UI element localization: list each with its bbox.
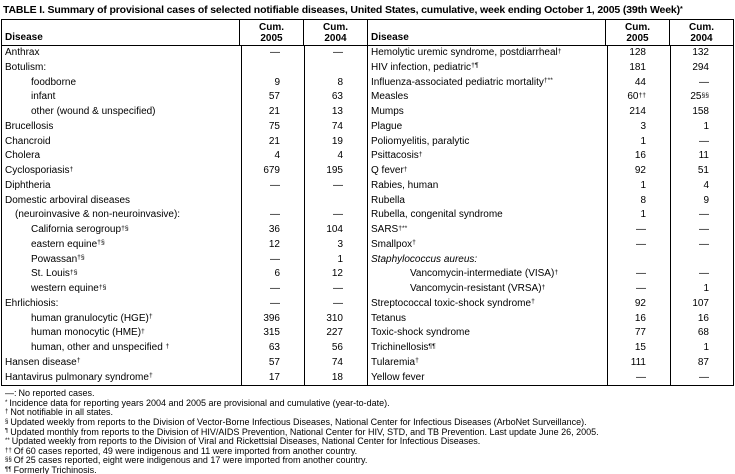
year-label-2005: 2005 — [260, 33, 283, 44]
cum-2004-value: 11 — [670, 149, 733, 164]
disease-name: human granulocytic (HGE)† — [31, 312, 153, 324]
table-left-half — [2, 20, 367, 385]
cum-2004-value: 107 — [670, 297, 733, 312]
table-row — [2, 61, 367, 76]
column-header-cum-2004 — [303, 20, 367, 45]
cum-2004-value: — — [304, 282, 367, 297]
cum-2004-value: — — [670, 76, 733, 91]
cum-2005-value: 75 — [241, 120, 304, 135]
disease-name: infant — [31, 91, 56, 103]
disease-name: Trichinellosis¶¶ — [371, 342, 436, 353]
cum-2004-value: — — [670, 238, 733, 253]
footnote-marker: * — [5, 398, 8, 406]
disease-name: Powassan†§ — [31, 253, 85, 265]
disease-name: Hansen disease† — [5, 356, 81, 368]
cum-2004-value: 8 — [304, 76, 367, 91]
footnote-text: Not notifiable in all states. — [10, 408, 113, 418]
cum-label: Cum. — [323, 22, 348, 33]
cum-2005-value: 1 — [607, 208, 670, 223]
disease-name: human monocytic (HME)† — [31, 327, 145, 339]
footnote-text: Of 60 cases reported, 49 were indigenous and 11 were imported from another country. — [13, 446, 358, 456]
disease-name: Q fever† — [371, 165, 408, 176]
cum-2005-value: — — [241, 46, 304, 61]
cum-2004-value: — — [304, 208, 367, 223]
footnote-text: Formerly Trichinosis. — [13, 466, 97, 474]
disease-name: Vancomycin-intermediate (VISA)† — [410, 268, 559, 280]
table-row — [368, 90, 733, 105]
table-row — [368, 208, 733, 223]
footnote-text: No reported cases. — [18, 389, 95, 399]
cum-2004-value: 74 — [304, 120, 367, 135]
disease-name: Diphtheria — [5, 179, 51, 191]
table-row — [368, 149, 733, 164]
table-row — [368, 371, 733, 386]
footnote-text: Of 25 cases reported, eight were indigenous and 17 were imported from another country. — [13, 456, 368, 466]
disease-name: Mumps — [371, 106, 404, 117]
cum-2005-value: 36 — [241, 223, 304, 238]
table-body-right — [368, 46, 733, 385]
column-header-disease: Disease — [371, 32, 409, 43]
table-row — [2, 120, 367, 135]
table-title: TABLE I. Summary of provisional cases of selected notifiable diseases, United States, cumulative, week ending October 1, 2005 (39th Week)* — [3, 4, 683, 16]
cum-2004-value: — — [670, 223, 733, 238]
table-row — [2, 253, 367, 268]
table-header-right — [368, 20, 733, 46]
disease-name: (neuroinvasive & non-neuroinvasive): — [15, 209, 181, 221]
disease-name: western equine†§ — [31, 283, 107, 294]
disease-name: Hantavirus pulmonary syndrome† — [5, 371, 153, 383]
table-row — [2, 267, 367, 282]
cum-2004-value: 25§§ — [670, 90, 733, 105]
table-row — [368, 267, 733, 282]
year-label-2004: 2004 — [324, 33, 347, 44]
cum-2004-value — [670, 253, 733, 268]
cum-2005-value: 6 — [241, 267, 304, 282]
cum-2005-value: 16 — [607, 149, 670, 164]
disease-name: Rubella, congenital syndrome — [371, 209, 503, 221]
disease-name: HIV infection, pediatric†¶ — [371, 61, 479, 73]
cum-2005-value: 4 — [241, 149, 304, 164]
cum-2004-value: 63 — [304, 90, 367, 105]
table-row — [368, 194, 733, 209]
disease-name: Cholera — [5, 150, 41, 162]
cum-2005-value: 92 — [607, 164, 670, 179]
cum-2004-value: 87 — [670, 356, 733, 371]
disease-name: Psittacosis† — [371, 150, 423, 162]
cum-2005-value: 17 — [241, 371, 304, 386]
cum-2004-value: 4 — [304, 149, 367, 164]
footnote-marker: § — [5, 418, 9, 425]
cum-2005-value: — — [241, 282, 304, 297]
table-row — [368, 312, 733, 327]
table-row — [2, 194, 367, 209]
table-row — [2, 312, 367, 327]
disease-name: Toxic-shock syndrome — [371, 327, 470, 339]
disease-name: Botulism: — [5, 61, 47, 73]
footnote-text: Updated weekly from reports to the Division of Vector-Borne Infectious Diseases, National Center for Infectious Diseases (ArboNet Surveillance). — [10, 418, 587, 428]
footnote — [5, 447, 734, 457]
cum-2004-value: 9 — [670, 194, 733, 209]
cum-2005-value: 181 — [607, 61, 670, 76]
disease-name: Smallpox† — [371, 238, 416, 250]
cum-label: Cum. — [259, 22, 284, 33]
cum-2005-value: 9 — [241, 76, 304, 91]
cum-2004-value: 68 — [670, 326, 733, 341]
table-row — [2, 326, 367, 341]
footnote — [5, 389, 734, 399]
table-row — [368, 76, 733, 91]
disease-name: Rubella — [371, 194, 405, 206]
table-row — [2, 105, 367, 120]
footnote-text: Updated monthly from reports to the Division of HIV/AIDS Prevention, National Center for HIV, STD, and TB Prevention. Last update June 26, 2005. — [10, 427, 599, 437]
year-label-2005: 2005 — [626, 33, 649, 44]
disease-name: Domestic arboviral diseases — [5, 194, 131, 206]
cum-2004-value: 310 — [304, 312, 367, 327]
cum-2004-value: 4 — [670, 179, 733, 194]
cum-2005-value: 92 — [607, 297, 670, 312]
footnote — [5, 456, 734, 466]
table-row — [2, 90, 367, 105]
disease-name: Rabies, human — [371, 179, 439, 191]
footnote-text: Updated weekly from reports to the Division of Viral and Rickettsial Diseases, National Center for Infectious Diseases. — [11, 437, 481, 447]
table-row — [368, 356, 733, 371]
disease-name: Chancroid — [5, 135, 51, 147]
cum-2005-value: 60†† — [607, 90, 670, 105]
notifiable-diseases-table — [1, 19, 734, 386]
disease-name: eastern equine†§ — [31, 238, 105, 250]
cum-2005-value: — — [607, 282, 670, 297]
footnote-text: Incidence data for reporting years 2004 and 2005 are provisional and cumulative (year-to-date). — [9, 398, 390, 408]
cum-2005-value: — — [241, 179, 304, 194]
table-row — [2, 149, 367, 164]
cum-2005-value: 396 — [241, 312, 304, 327]
table-row — [2, 238, 367, 253]
disease-name: St. Louis†§ — [31, 268, 78, 280]
table-row — [368, 326, 733, 341]
cum-2004-value: 1 — [670, 282, 733, 297]
disease-name: SARS†** — [371, 224, 408, 235]
table-row — [368, 135, 733, 150]
column-header-disease: Disease — [5, 32, 43, 43]
cum-2004-value: 1 — [304, 253, 367, 268]
footnote-marker: §§ — [5, 456, 12, 464]
cum-2005-value: 111 — [607, 356, 670, 371]
cum-2004-value: — — [670, 267, 733, 282]
table-row — [368, 179, 733, 194]
footnote-marker: ¶¶ — [5, 466, 12, 473]
disease-name: Ehrlichiosis: — [5, 297, 59, 309]
cum-2005-value: 12 — [241, 238, 304, 253]
cum-2004-value: 16 — [670, 312, 733, 327]
footnote — [5, 399, 734, 409]
column-header-cum-2005 — [605, 20, 669, 45]
cum-2005-value — [241, 194, 304, 209]
cum-2004-value: — — [670, 371, 733, 386]
cum-2005-value: — — [607, 371, 670, 386]
cum-2004-value: 56 — [304, 341, 367, 356]
cum-2004-value: 51 — [670, 164, 733, 179]
cum-2004-value: 13 — [304, 105, 367, 120]
cum-2005-value: 15 — [607, 341, 670, 356]
cum-2004-value: 12 — [304, 267, 367, 282]
disease-name: California serogroup†§ — [31, 224, 129, 235]
cum-2004-value — [304, 194, 367, 209]
table-row — [368, 253, 733, 268]
cum-2005-value — [241, 61, 304, 76]
table-row — [2, 297, 367, 312]
disease-name: other (wound & unspecified) — [31, 106, 156, 117]
cum-2004-value: 132 — [670, 46, 733, 61]
cum-2005-value: — — [241, 297, 304, 312]
cum-2005-value: 57 — [241, 356, 304, 371]
cum-label: Cum. — [689, 22, 714, 33]
disease-name: Tetanus — [371, 312, 407, 324]
footnote-marker: ** — [5, 437, 10, 445]
cum-2005-value: 16 — [607, 312, 670, 327]
cum-2005-value: 128 — [607, 46, 670, 61]
table-row — [368, 238, 733, 253]
table-row — [368, 164, 733, 179]
cum-2004-value: — — [670, 208, 733, 223]
footnote — [5, 408, 734, 418]
footnote-marker: † — [5, 408, 9, 416]
footnote-marker: †† — [5, 446, 12, 454]
cum-label: Cum. — [625, 22, 650, 33]
table-row — [2, 356, 367, 371]
cum-2004-value: 104 — [304, 223, 367, 238]
column-header-cum-2005 — [239, 20, 303, 45]
disease-name: foodborne — [31, 76, 77, 88]
column-header-cum-2004 — [669, 20, 733, 45]
cum-2004-value: 18 — [304, 371, 367, 386]
table-row — [2, 371, 367, 386]
table-row — [2, 135, 367, 150]
table-row — [2, 76, 367, 91]
disease-name: Measles — [371, 91, 409, 103]
table-row — [2, 179, 367, 194]
table-body-left — [2, 46, 367, 385]
cum-2004-value: 195 — [304, 164, 367, 179]
cum-2005-value: 57 — [241, 90, 304, 105]
cum-2005-value: — — [607, 223, 670, 238]
disease-name: Influenza-associated pediatric mortality†** — [371, 76, 553, 88]
table-row — [2, 164, 367, 179]
cum-2004-value: — — [304, 46, 367, 61]
footnotes — [1, 386, 734, 474]
table-row — [368, 61, 733, 76]
disease-name: Tularemia† — [371, 356, 419, 368]
disease-name: Anthrax — [5, 47, 40, 58]
cum-2004-value: 227 — [304, 326, 367, 341]
disease-name: Brucellosis — [5, 120, 54, 132]
cum-2005-value: 21 — [241, 105, 304, 120]
cum-2005-value: 21 — [241, 135, 304, 150]
disease-name: Cyclosporiasis† — [5, 165, 74, 176]
cum-2005-value: 315 — [241, 326, 304, 341]
table-row — [2, 282, 367, 297]
cum-2004-value: 158 — [670, 105, 733, 120]
cum-2004-value: 1 — [670, 341, 733, 356]
cum-2004-value: 294 — [670, 61, 733, 76]
table-row — [2, 46, 367, 61]
cum-2004-value — [304, 61, 367, 76]
table-row — [368, 341, 733, 356]
cum-2005-value — [607, 253, 670, 268]
year-label-2004: 2004 — [690, 33, 713, 44]
disease-name: human, other and unspecified † — [31, 342, 170, 353]
cum-2004-value: 74 — [304, 356, 367, 371]
cum-2004-value: — — [304, 179, 367, 194]
disease-name: Plague — [371, 120, 403, 132]
table-row — [368, 46, 733, 61]
disease-name: Poliomyelitis, paralytic — [371, 135, 470, 147]
cum-2005-value: — — [241, 208, 304, 223]
table-row — [368, 223, 733, 238]
cum-2004-value: — — [670, 135, 733, 150]
cum-2005-value: 63 — [241, 341, 304, 356]
cum-2005-value: 8 — [607, 194, 670, 209]
cum-2005-value: 77 — [607, 326, 670, 341]
cum-2004-value: 3 — [304, 238, 367, 253]
cum-2005-value: — — [241, 253, 304, 268]
disease-name: Hemolytic uremic syndrome, postdiarrheal† — [371, 47, 562, 58]
footnote — [5, 428, 734, 438]
table-row — [368, 105, 733, 120]
footnote — [5, 466, 734, 474]
cum-2005-value: 44 — [607, 76, 670, 91]
cum-2005-value: 214 — [607, 105, 670, 120]
cum-2005-value: 1 — [607, 135, 670, 150]
cum-2004-value: 1 — [670, 120, 733, 135]
cum-2005-value: 1 — [607, 179, 670, 194]
cum-2004-value: 19 — [304, 135, 367, 150]
footnote-marker: ¶ — [5, 427, 9, 435]
footnote-marker: —: — [5, 389, 17, 399]
table-header-left — [2, 20, 367, 46]
cum-2005-value: — — [607, 238, 670, 253]
table-row — [2, 208, 367, 223]
cum-2005-value: 3 — [607, 120, 670, 135]
table-row — [368, 297, 733, 312]
table-row — [368, 282, 733, 297]
disease-name: Vancomycin-resistant (VRSA)† — [410, 283, 546, 294]
table-right-half — [367, 20, 733, 385]
table-row — [368, 120, 733, 135]
disease-name: Staphylococcus aureus: — [371, 253, 478, 265]
cum-2005-value: — — [607, 267, 670, 282]
cum-2005-value: 679 — [241, 164, 304, 179]
table-row — [2, 223, 367, 238]
footnote — [5, 437, 734, 447]
disease-name: Streptococcal toxic-shock syndrome† — [371, 297, 535, 309]
cum-2004-value: — — [304, 297, 367, 312]
disease-name: Yellow fever — [371, 371, 425, 383]
table-row — [2, 341, 367, 356]
footnote — [5, 418, 734, 428]
